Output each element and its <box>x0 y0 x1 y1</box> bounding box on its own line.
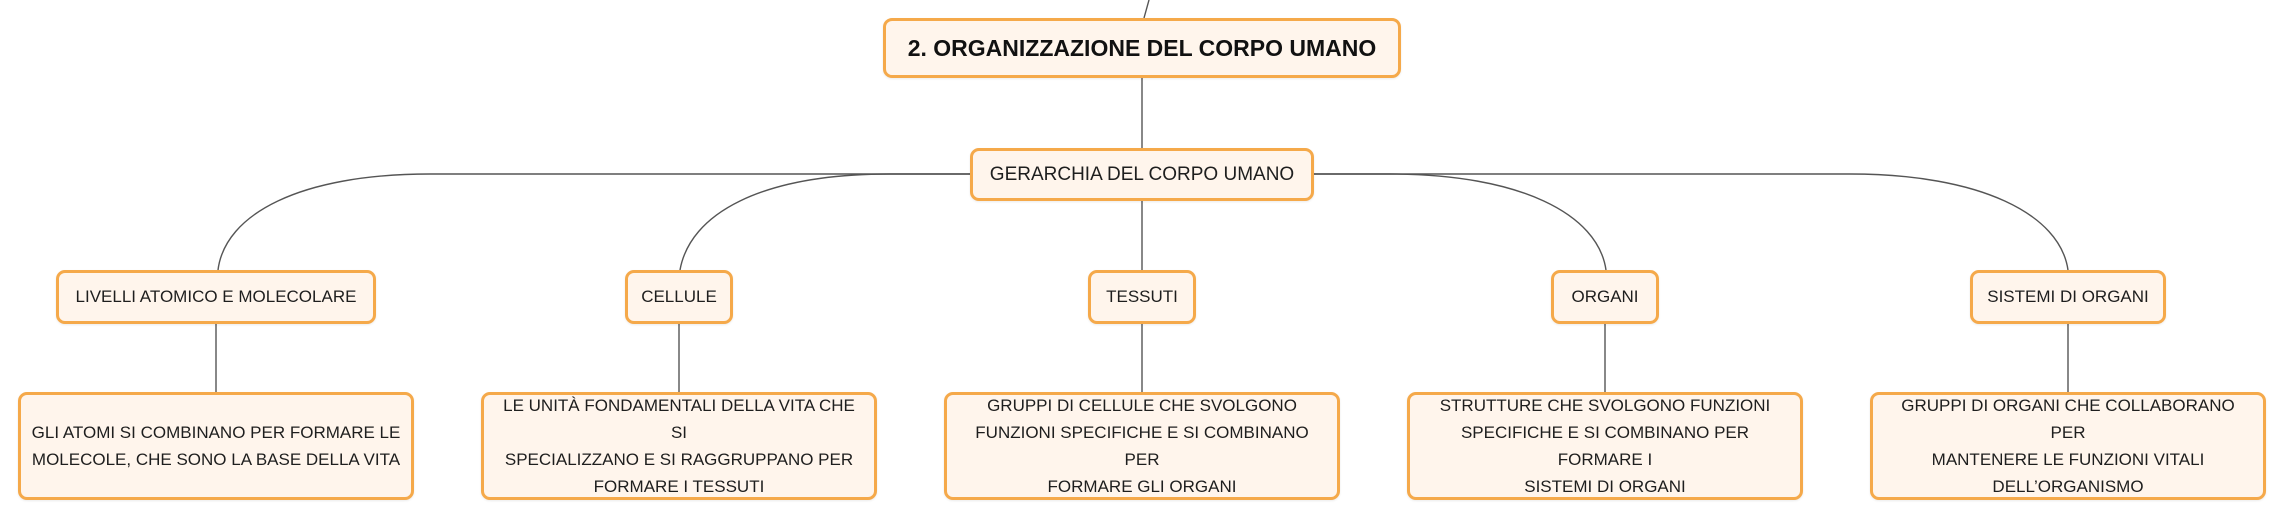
description-node-cellule[interactable] <box>481 392 877 500</box>
description-text <box>957 392 1327 500</box>
description-line: LE UNITÀ FONDAMENTALI DELLA VITA CHE SI <box>503 396 855 442</box>
hierarchy-label: GERARCHIA DEL CORPO UMANO <box>989 163 1295 185</box>
description-line: SPECIALIZZANO E SI RAGGRUPPANO PER <box>504 450 854 469</box>
level-label: ORGANI <box>1571 287 1639 306</box>
connector-top-stub <box>1144 0 1149 18</box>
description-line: FORMARE GLI ORGANI <box>1047 477 1237 496</box>
description-line: STRUTTURE CHE SVOLGONO FUNZIONI <box>1439 396 1771 415</box>
main-topic-label: 2. ORGANIZZAZIONE DEL CORPO UMANO <box>907 34 1377 61</box>
description-line: FORMARE I TESSUTI <box>593 477 765 496</box>
connector-hierarchy-to-cellule <box>680 174 972 270</box>
description-line: GLI ATOMI SI COMBINANO PER FORMARE LE <box>31 423 401 442</box>
description-line: SISTEMI DI ORGANI <box>1524 477 1686 496</box>
hierarchy-node[interactable] <box>970 148 1314 201</box>
level-node-tessuti[interactable] <box>1088 270 1196 324</box>
description-line: GRUPPI DI CELLULE CHE SVOLGONO <box>987 396 1297 415</box>
level-label: TESSUTI <box>1106 287 1178 306</box>
description-text <box>1420 392 1790 500</box>
description-node-organi[interactable] <box>1407 392 1803 500</box>
level-label: SISTEMI DI ORGANI <box>1987 287 2149 306</box>
description-line: FUNZIONI SPECIFICHE E SI COMBINANO PER <box>975 423 1309 469</box>
description-node-tessuti[interactable] <box>944 392 1340 500</box>
level-label: LIVELLI ATOMICO E MOLECOLARE <box>75 287 357 306</box>
main-topic-node[interactable] <box>883 18 1401 78</box>
description-text <box>1883 392 2253 500</box>
connector-hierarchy-to-organi <box>1312 174 1606 270</box>
level-node-organi[interactable] <box>1551 270 1659 324</box>
description-line: MOLECOLE, CHE SONO LA BASE DELLA VITA <box>31 450 401 469</box>
description-text <box>32 419 401 473</box>
description-node-sistemi-di-organi[interactable] <box>1870 392 2266 500</box>
level-node-sistemi-di-organi[interactable] <box>1970 270 2166 324</box>
connector-hierarchy-to-sistemi <box>1312 174 2068 270</box>
description-line: SPECIFICHE E SI COMBINANO PER FORMARE I <box>1460 423 1750 469</box>
connector-hierarchy-to-livelli <box>218 174 972 270</box>
level-label: CELLULE <box>641 287 717 306</box>
description-line: GRUPPI DI ORGANI CHE COLLABORANO PER <box>1901 396 2235 442</box>
description-text <box>494 392 864 500</box>
level-node-atomico-molecolare[interactable] <box>56 270 376 324</box>
description-line: MANTENERE LE FUNZIONI VITALI <box>1931 450 2205 469</box>
description-node-atomico-molecolare[interactable] <box>18 392 414 500</box>
description-line: DELL’ORGANISMO <box>1992 477 2144 496</box>
level-node-cellule[interactable] <box>625 270 733 324</box>
